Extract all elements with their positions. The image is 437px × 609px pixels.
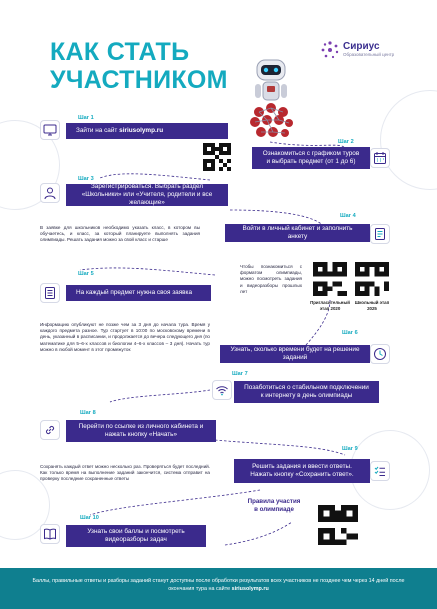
user-register-icon: [43, 186, 57, 200]
step-8-icon: [40, 420, 60, 440]
step-6-bar: [220, 345, 370, 363]
step-1-label: Шаг 1: [78, 115, 94, 121]
step-10-icon: [40, 524, 60, 544]
step-6-icon: [370, 344, 390, 364]
step-7-text: Позаботиться о стабильном подключении к интернету в день олимпиады: [244, 384, 369, 399]
step-5-label: Шаг 5: [78, 271, 94, 277]
qr-code: [313, 262, 347, 296]
qr-code-school-2025[interactable]: [355, 262, 389, 296]
step-10-bar: [66, 525, 206, 547]
step-3-bar: [66, 184, 228, 206]
step-9-icon: [370, 461, 390, 481]
title-line-1: КАК СТАТЬ: [50, 38, 190, 66]
step-5-bar: [66, 285, 211, 301]
book-icon: [43, 527, 57, 541]
step-1-text: [76, 127, 218, 135]
qr-code-rules[interactable]: [318, 505, 358, 545]
qr-code: [318, 505, 358, 545]
robot-mascot: [245, 56, 297, 142]
footer-banner: [0, 568, 437, 609]
logo-subtitle: Образовательный центр: [343, 52, 395, 57]
step-1-icon: [40, 120, 60, 140]
title-line-2: УЧАСТНИКОМ: [50, 66, 228, 94]
step-8-note: Сохранять каждый ответ можно несколько раз. Проверяться будет последний. Как только время на выполнение заданий закончится, система отправит на проверку последние сохраненные ответы: [40, 464, 210, 482]
step-4-bar: [225, 224, 370, 242]
list-icon: [43, 286, 57, 300]
footer-site-link[interactable]: siriusolymp.ru: [231, 586, 269, 592]
step-7-icon: [212, 380, 232, 400]
step-2-icon: [370, 148, 390, 168]
step-4-text: Войти в личный кабинет и заполнить анкету: [242, 225, 353, 240]
step-4-label: Шаг 4: [340, 213, 356, 219]
form-icon: [373, 227, 387, 241]
rules-cta-line-2: в олимпиаде: [254, 505, 294, 513]
step-1-text-prefix: Зайти на сайт: [76, 127, 120, 134]
step-8-text: Перейти по ссылке из личного кабинета и нажать кнопку «Начать»: [78, 423, 204, 438]
footer-text: Баллы, правильные ответы и разборы заданий станут доступны после обработки результатов всех участников не позднее чем через 14 дней после окончания тура на сайте: [32, 578, 405, 592]
checklist-icon: [373, 464, 387, 478]
step-3-text: Зарегистрироваться. Выбрать раздел «Школьники» или «Учителя, родители и все желающие»: [81, 183, 213, 206]
step-3-icon: [40, 183, 60, 203]
logo-name: Сириус: [343, 41, 380, 52]
step-9-bar: [234, 459, 370, 483]
step-1-bar: [66, 123, 228, 139]
step-3-note: В заявке для школьников необходимо указать класс, в котором вы обучаетесь, и класс, за который планируете выполнять задания олимпиады. Решать задания можно за свой класс и старше: [40, 225, 200, 243]
step-1-site-link[interactable]: siriusolymp.ru: [119, 127, 164, 134]
qr-code-stage-2020[interactable]: [313, 262, 347, 296]
bg-doodle: [380, 90, 437, 190]
step-3-label: Шаг 3: [78, 176, 94, 182]
monitor-icon: [43, 123, 57, 137]
rules-cta[interactable]: [242, 498, 306, 513]
step-9-text: Решить задания и ввести ответы. Нажать кнопку «Сохранить ответ».: [250, 463, 354, 478]
qr-code: [355, 262, 389, 296]
step-7-bar: [234, 381, 379, 403]
step-4-icon: [370, 224, 390, 244]
step-8-bar: [66, 420, 216, 442]
link-icon: [43, 423, 57, 437]
step-2-text: Ознакомиться с графиком туров и выбрать предмет (от 1 до 6): [262, 150, 360, 165]
qr-code: [203, 143, 231, 171]
calendar-icon: [373, 151, 387, 165]
page-title: [50, 38, 228, 94]
qr-caption-school-2025: Школьный этап 2025: [354, 300, 390, 311]
sirius-logo-icon: [320, 40, 340, 60]
step-10-text: Узнать свои баллы и посмотреть видеоразборы задач: [87, 528, 185, 543]
step-7-label: Шаг 7: [232, 371, 248, 377]
step-5-note: Информацию опубликуют не позже чем за 3 дня до начала тура. Время у каждого предмета разное. Тур стартует в 10:00 по московскому времени в день, указанный в расписании, и продолжается до вечера следующего дня (по математике для 5–6-х классов и биологии 4–6-х классов – 3 дня). Начать тур можно в любой момент в этот промежуток: [40, 322, 210, 352]
step-9-label: Шаг 9: [342, 446, 358, 452]
qr-code-schedule[interactable]: [203, 143, 231, 171]
step-6-text: Узнать, сколько времени будет на решение заданий: [230, 346, 360, 361]
sirius-logo: [320, 40, 394, 60]
rules-cta-line-1: Правила участия: [247, 498, 301, 505]
step-6-label: Шаг 6: [342, 330, 358, 336]
step-10-label: Шаг 10: [80, 515, 99, 521]
clock-icon: [373, 347, 387, 361]
step-2-label: Шаг 2: [338, 139, 354, 145]
wifi-icon: [215, 383, 229, 397]
step-8-label: Шаг 8: [80, 410, 96, 416]
step-2-bar: [252, 147, 370, 169]
olympiad-format-note: Чтобы познакомиться с форматом олимпиады, можно посмотреть задания и видеоразборы прошлых лет: [240, 264, 302, 294]
step-5-icon: [40, 283, 60, 303]
qr-caption-stage-2020: Пригласительный этап 2020: [310, 300, 350, 311]
step-5-text: На каждый предмет нужна своя заявка: [76, 289, 193, 296]
